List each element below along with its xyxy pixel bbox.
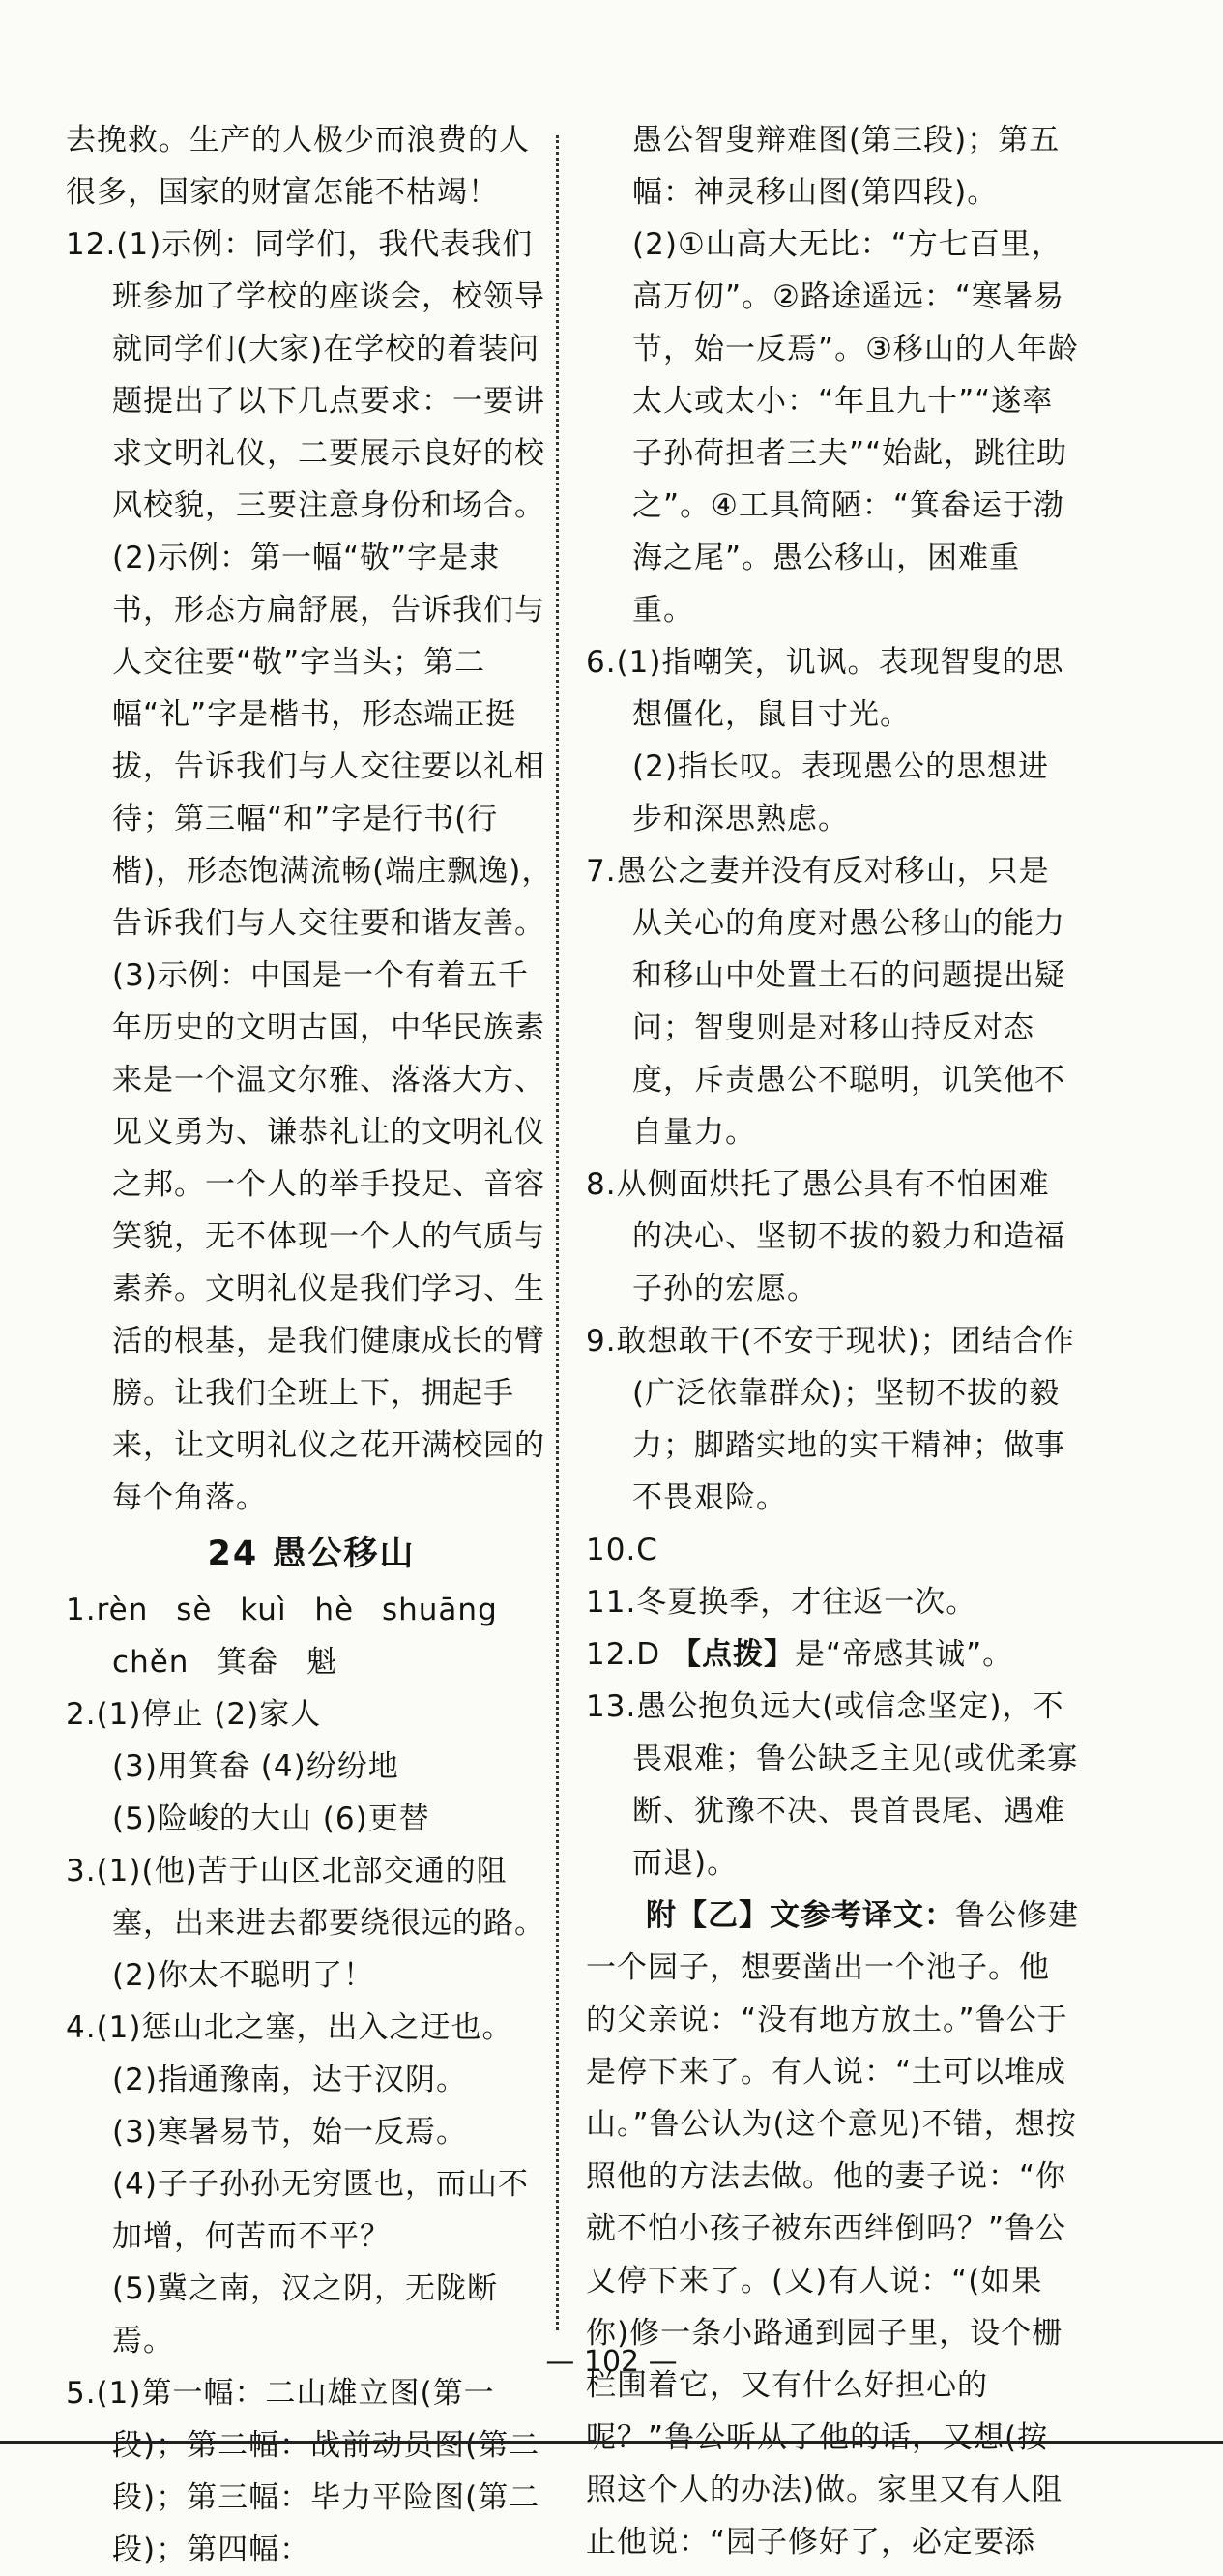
- answer-12-2: (2)示例：第一幅“敬”字是隶书，形态方扁舒展，告诉我们与人交往要“敬”字当头；第二幅“礼”字是楷书，形态端正挺拔，告诉我们与人交往要以礼相待；第三幅“和”字是行书(行楷)，形态饱满流畅(端庄飘逸)，告诉我们与人交往要和谐友善。: [112, 541, 553, 941]
- answer-7: 7.愚公之妻并没有反对移山，只是从关心的角度对愚公移山的能力和移山中处置土石的问题提出疑问；智叟则是对移山持反对态度，斥责愚公不聪明，讥笑他不自量力。: [586, 854, 1066, 1150]
- lesson-title: 24 愚公移山: [207, 1535, 416, 1573]
- page-number: — 102 —: [545, 2345, 678, 2379]
- answer-12: [586, 1628, 1079, 1681]
- answer-4-5: (5)冀之南，汉之阴，无陇断焉。: [112, 2271, 498, 2358]
- left-column: [66, 114, 557, 2576]
- appendix-text: 鲁公修建一个园子，想要凿出一个池子。他的父亲说：“没有地方放土。”鲁公于是停下来了。有人说：“土可以堆成山。”鲁公认为(这个意见)不错，想按照他的方法去做。他的妻子说：“你就不怕小孩子被东西绊倒吗？”鲁公又停下来了。(又)有人说：“(如果你)修一条小路通到园子里，设个栅栏围着它，又有什么好担心的呢？”鲁公听从了他的话，又想(按照这个人的办法)做。家里又有人阻止他说：“园子修好了，必定要添: [586, 1898, 1079, 2560]
- answer-12-rest: 是“帝感其诚”。: [795, 1637, 1014, 1672]
- answer-2-line3: (5)险峻的大山 (6)更替: [112, 1801, 430, 1836]
- answer-1-chars: chěn 箕畚 魁: [112, 1645, 338, 1680]
- answer-6-2: (2)指长叹。表现愚公的思想进步和深思熟虑。: [632, 749, 1049, 836]
- answer-4-1: 4.(1)惩山北之塞，出入之迂也。: [66, 2010, 513, 2045]
- hint-tag: 【点拨】: [671, 1637, 796, 1672]
- answer-12-prefix: 12.D: [586, 1637, 672, 1672]
- answer-5-2: (2)①山高大无比：“方七百里，高万仞”。②路途遥远：“寒暑易节，始一反焉”。③移山的人年龄太大或太小：“年且九十”“遂率子孙荷担者三夫”“始龀，跳往助之”。④工具简陋：“箕畚运于渤海之尾”。愚公移山，困难重重。: [632, 227, 1079, 628]
- answer-12-1: 12.(1)示例：同学们，我代表我们班参加了学校的座谈会，校领导就同学们(大家)在学校的着装问题提出了以下几点要求：一要讲求文明礼仪，二要展示良好的校风校貌，三要注意身份和场合。: [66, 227, 546, 523]
- answer-5-1: 5.(1)第一幅：二山雄立图(第一段)；第二幅：战前动员图(第二段)；第三幅：毕力平险图(第二段)；第四幅：: [66, 2376, 540, 2567]
- answer-10: 10.C: [586, 1533, 658, 1567]
- right-column: [586, 114, 1079, 2568]
- answer-8: 8.从侧面烘托了愚公具有不怕困难的决心、坚韧不拔的毅力和造福子孙的宏愿。: [586, 1167, 1066, 1306]
- column-divider: [556, 135, 559, 2330]
- answer-4-3: (3)寒暑易节，始一反焉。: [112, 2115, 467, 2150]
- answer-9: 9.敢想敢干(不安于现状)；团结合作(广泛依靠群众)；坚韧不拔的毅力；脚踏实地的实干精神；做事不畏艰险。: [586, 1324, 1075, 1515]
- answer-2-line1: 2.(1)停止 (2)家人: [66, 1697, 322, 1732]
- answer-4-4: (4)子子孙孙无穷匮也，而山不加增，何苦而不平？: [112, 2167, 529, 2254]
- answer-6-1: 6.(1)指嘲笑，讥讽。表现智叟的思想僵化，鼠目寸光。: [586, 645, 1064, 732]
- answer-4-2: (2)指通豫南，达于汉阴。: [112, 2063, 467, 2097]
- appendix-tag: 附【乙】文参考译文：: [646, 1898, 955, 1933]
- answer-5-1-continued: 愚公智叟辩难图(第三段)；第五幅：神灵移山图(第四段)。: [632, 123, 1061, 210]
- answer-1-pinyin: 1.rèn sè kuì hè shuāng: [66, 1593, 498, 1627]
- bottom-rule: [0, 2441, 1223, 2444]
- answer-2-line2: (3)用箕畚 (4)纷纷地: [112, 1749, 399, 1784]
- answer-13: 13.愚公抱负远大(或信念坚定)，不畏艰难；鲁公缺乏主见(或优柔寡断、犹豫不决、畏首畏尾、遇难而退)。: [586, 1689, 1079, 1881]
- appendix-translation: [586, 1889, 1079, 2568]
- answer-3-2: (2)你太不聪明了！: [112, 1958, 374, 1993]
- answer-11: 11.冬夏换季，才往返一次。: [586, 1585, 977, 1620]
- answer-3-1: 3.(1)(他)苦于山区北部交通的阻塞，出来进去都要绕很远的路。: [66, 1854, 546, 1941]
- paragraph-continued: 去挽救。生产的人极少而浪费的人很多，国家的财富怎能不枯竭！: [66, 123, 530, 210]
- answer-12-3: (3)示例：中国是一个有着五千年历史的文明古国，中华民族素来是一个温文尔雅、落落大方、见义勇为、谦恭礼让的文明礼仪之邦。一个人的举手投足、音容笑貌，无不体现一个人的气质与素养。文明礼仪是我们学习、生活的根基，是我们健康成长的臂膀。让我们全班上下，拥起手来，让文明礼仪之花开满校园的每个角落。: [112, 958, 546, 1515]
